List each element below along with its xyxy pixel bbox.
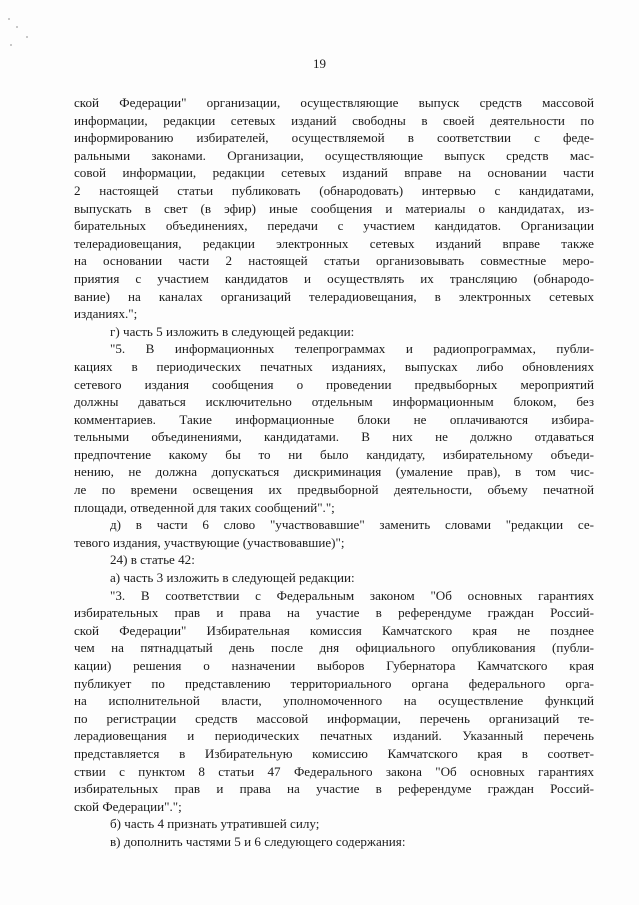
- text-line: информации, редакции сетевых изданий свободны в своей деятельности по: [74, 112, 594, 128]
- text-line: тевого издания, участвующие (участвовавшие)";: [74, 534, 345, 550]
- text-line: лерадиовещания и периодических печатных изданий. Указанный перечень: [74, 728, 594, 744]
- text-line: изданиях.";: [74, 306, 138, 322]
- text-line: тельными объединениями, кандидатами. В них не должно отдаваться: [74, 429, 594, 445]
- text-line: ле по времени освещения их предвыборной деятельности, объему печатной: [74, 482, 594, 498]
- text-line: избирательных прав и права на участие в референдуме граждан Россий-: [74, 605, 594, 621]
- text-line: ствии с пунктом 8 статьи 47 Федерального закона "Об основных гарантиях: [74, 763, 594, 779]
- text-line: "3. В соответствии с Федеральным законом "Об основных гарантиях: [110, 587, 594, 603]
- text-line: в) дополнить частями 5 и 6 следующего содержания:: [110, 833, 406, 849]
- text-line: б) часть 4 признать утратившей силу;: [110, 816, 320, 832]
- text-line: чем на пятнадцатый день после дня официального опубликования (публи-: [74, 640, 594, 656]
- text-line: ской Федерации" Избирательная комиссия Камчатского края не позднее: [74, 622, 594, 638]
- text-line: нению, не должна допускаться дискриминация (умаление прав), в том чис-: [74, 464, 594, 480]
- text-line: 24) в статье 42:: [110, 552, 195, 568]
- text-line: публикует по представлению территориального органа федерального орга-: [74, 675, 594, 691]
- text-line: кации) решения о назначении выборов Губернатора Камчатского края: [74, 658, 594, 673]
- text-line: ральными законами. Организации, осуществляющие выпуск средств мас-: [74, 147, 594, 163]
- document-body: [74, 94, 594, 851]
- text-line: приятия с участием кандидатов и осуществлять их трансляцию (обнародо-: [74, 270, 594, 286]
- text-line: телерадиовещания, редакции электронных сетевых изданий вправе также: [74, 235, 594, 251]
- text-line: "5. В информационных телепрограммах и радиопрограммах, публи-: [110, 341, 594, 357]
- scan-marks: [6, 14, 46, 54]
- text-line: а) часть 3 изложить в следующей редакции:: [110, 570, 355, 586]
- text-line: на исполнительной власти, уполномоченного на осуществление функций: [74, 693, 594, 709]
- page-number: 19: [313, 56, 326, 71]
- text-line: 2 настоящей статьи публиковать (обнародовать) интервью с кандидатами,: [74, 182, 594, 198]
- text-line: вание) на каналах организаций телерадиовещания, в электронных сетевых: [74, 288, 594, 304]
- text-line: г) часть 5 изложить в следующей редакции:: [110, 323, 355, 339]
- text-line: на основании части 2 настоящей статьи организовывать совместные меро-: [74, 253, 594, 269]
- text-line: предпочтение какому бы то ни было кандидату, избирательному объеди-: [74, 446, 594, 462]
- text-line: ской Федерации" организации, осуществляющие выпуск средств массовой: [74, 95, 594, 110]
- text-line: по регистрации средств массовой информации, перечень организаций те-: [74, 710, 594, 726]
- text-line: информированию избирателей, осуществляемой в соответствии с феде-: [74, 130, 594, 146]
- text-line: совой информации, редакции сетевых изданий вправе на основании части: [74, 165, 594, 181]
- text-line: ской Федерации".";: [74, 798, 182, 814]
- text-line: кациях в периодических печатных изданиях, выпусках либо обновлениях: [74, 358, 594, 374]
- text-line: площади, отведенной для таких сообщений".";: [74, 499, 335, 515]
- text-line: д) в части 6 слово "участвовавшие" заменить словами "редакции се-: [110, 517, 594, 533]
- text-line: сетевого издания сообщения о проведении предвыборных мероприятий: [74, 376, 594, 392]
- text-line: избирательных прав и права на участие в референдуме граждан Россий-: [74, 781, 594, 797]
- text-line: комментариев. Такие информационные блоки не оплачиваются избира-: [74, 411, 594, 427]
- text-line: бирательных объединениях, передачи с участием кандидатов. Организации: [74, 218, 594, 234]
- text-line: выпускать в свет (в эфир) иные сообщения и материалы о кандидатах, из-: [74, 200, 594, 216]
- text-line: должны даваться исключительно отдельным информационным блоком, без: [74, 394, 594, 410]
- text-line: представляется в Избирательную комиссию Камчатского края в соответ-: [74, 745, 594, 761]
